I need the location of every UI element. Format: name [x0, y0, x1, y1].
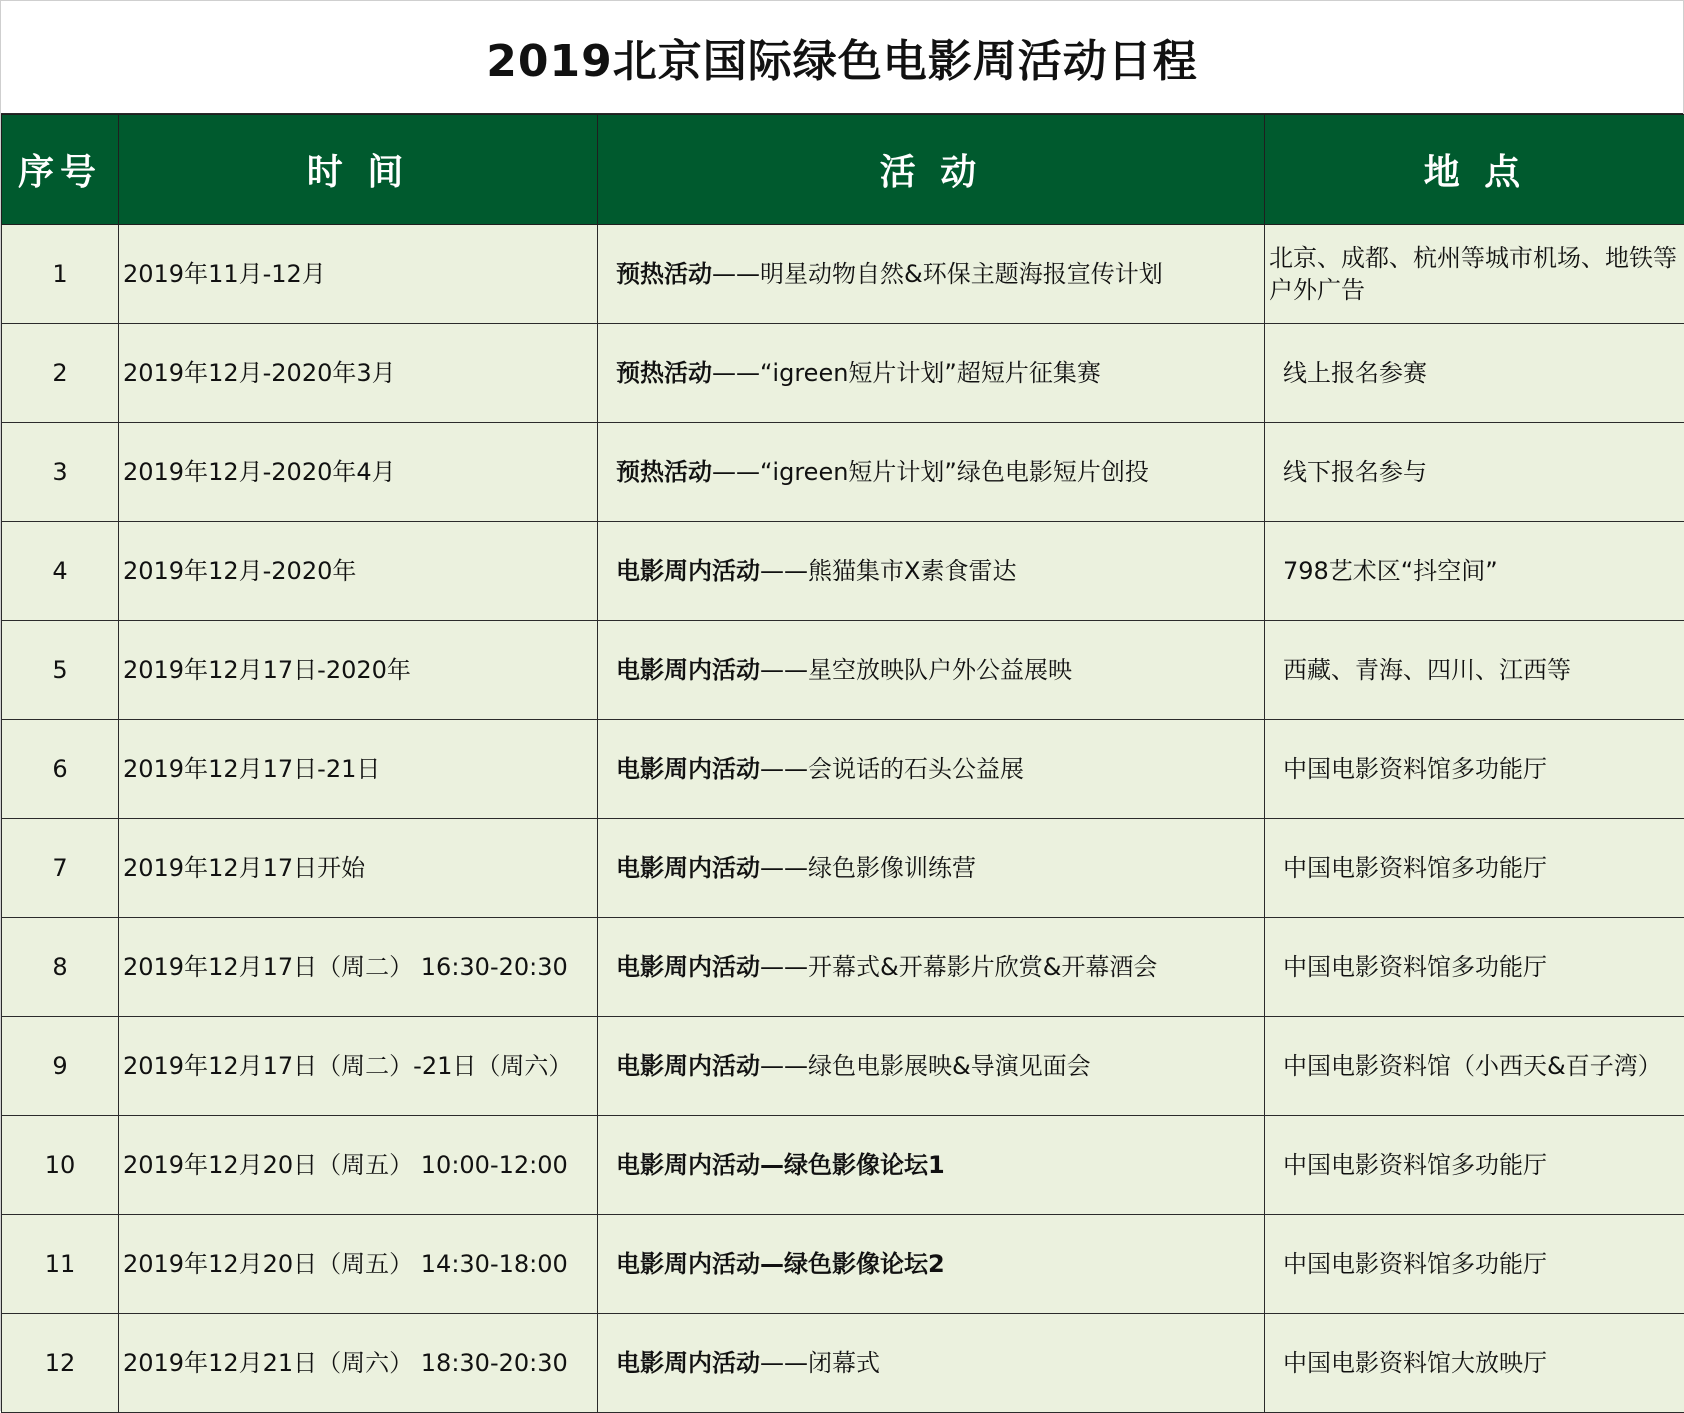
activity-detail: ——熊猫集市X素食雷达 — [760, 557, 1016, 585]
cell-time[interactable]: 2019年12月17日开始 — [119, 819, 598, 918]
cell-time[interactable]: 2019年12月-2020年 — [119, 522, 598, 621]
cell-activity[interactable] — [598, 1116, 1265, 1215]
activity-prefix: 电影周内活动 — [616, 1250, 760, 1278]
cell-time[interactable]: 2019年12月-2020年3月 — [119, 324, 598, 423]
activity-detail: —绿色影像论坛1 — [760, 1151, 945, 1179]
cell-time[interactable]: 2019年12月21日（周六） 18:30-20:30 — [119, 1314, 598, 1413]
schedule-table — [1, 114, 1684, 1413]
cell-time[interactable]: 2019年12月20日（周五） 14:30-18:00 — [119, 1215, 598, 1314]
cell-time[interactable]: 2019年12月17日-21日 — [119, 720, 598, 819]
activity-prefix: 电影周内活动 — [616, 755, 760, 783]
cell-activity[interactable] — [598, 324, 1265, 423]
table-row — [2, 621, 1684, 720]
cell-location[interactable]: 中国电影资料馆多功能厅 — [1265, 1215, 1684, 1314]
cell-num[interactable]: 11 — [2, 1215, 119, 1314]
table-row — [2, 720, 1684, 819]
activity-detail: ——明星动物自然&环保主题海报宣传计划 — [712, 260, 1163, 288]
cell-time[interactable]: 2019年12月-2020年4月 — [119, 423, 598, 522]
table-row — [2, 1017, 1684, 1116]
table-row — [2, 423, 1684, 522]
cell-activity[interactable] — [598, 819, 1265, 918]
cell-location[interactable]: 中国电影资料馆（小西天&百子湾） — [1265, 1017, 1684, 1116]
activity-detail: ——星空放映队户外公益展映 — [760, 656, 1072, 684]
cell-num[interactable]: 8 — [2, 918, 119, 1017]
activity-prefix: 电影周内活动 — [616, 656, 760, 684]
table-row — [2, 819, 1684, 918]
activity-prefix: 电影周内活动 — [616, 1349, 760, 1377]
cell-activity[interactable] — [598, 621, 1265, 720]
cell-location[interactable]: 798艺术区“抖空间” — [1265, 522, 1684, 621]
cell-activity[interactable] — [598, 522, 1265, 621]
cell-location[interactable]: 中国电影资料馆多功能厅 — [1265, 819, 1684, 918]
header-activity[interactable]: 活 动 — [598, 115, 1265, 225]
cell-location[interactable]: 北京、成都、杭州等城市机场、地铁等户外广告 — [1265, 225, 1684, 324]
table-row — [2, 522, 1684, 621]
cell-time[interactable]: 2019年12月20日（周五） 10:00-12:00 — [119, 1116, 598, 1215]
activity-prefix: 预热活动 — [616, 458, 712, 486]
activity-detail: ——绿色影像训练营 — [760, 854, 976, 882]
activity-prefix: 电影周内活动 — [616, 1151, 760, 1179]
cell-time[interactable]: 2019年12月17日（周二）-21日（周六） — [119, 1017, 598, 1116]
cell-num[interactable]: 6 — [2, 720, 119, 819]
cell-activity[interactable] — [598, 423, 1265, 522]
activity-detail: ——会说话的石头公益展 — [760, 755, 1024, 783]
cell-activity[interactable] — [598, 1215, 1265, 1314]
cell-num[interactable]: 1 — [2, 225, 119, 324]
table-row — [2, 918, 1684, 1017]
cell-time[interactable]: 2019年12月17日（周二） 16:30-20:30 — [119, 918, 598, 1017]
cell-location[interactable]: 线下报名参与 — [1265, 423, 1684, 522]
table-row — [2, 1314, 1684, 1413]
cell-location[interactable]: 西藏、青海、四川、江西等 — [1265, 621, 1684, 720]
cell-num[interactable]: 7 — [2, 819, 119, 918]
cell-num[interactable]: 4 — [2, 522, 119, 621]
activity-prefix: 电影周内活动 — [616, 1052, 760, 1080]
table-row — [2, 1116, 1684, 1215]
cell-location[interactable]: 线上报名参赛 — [1265, 324, 1684, 423]
activity-prefix: 电影周内活动 — [616, 854, 760, 882]
cell-activity[interactable] — [598, 1314, 1265, 1413]
table-row — [2, 225, 1684, 324]
activity-prefix: 电影周内活动 — [616, 953, 760, 981]
cell-location[interactable]: 中国电影资料馆大放映厅 — [1265, 1314, 1684, 1413]
activity-detail: ——“igreen短片计划”绿色电影短片创投 — [712, 458, 1149, 486]
cell-num[interactable]: 5 — [2, 621, 119, 720]
cell-num[interactable]: 2 — [2, 324, 119, 423]
table-row — [2, 324, 1684, 423]
activity-detail: ——“igreen短片计划”超短片征集赛 — [712, 359, 1101, 387]
sheet-title: 2019北京国际绿色电影周活动日程 — [1, 1, 1683, 114]
cell-location[interactable]: 中国电影资料馆多功能厅 — [1265, 1116, 1684, 1215]
cell-activity[interactable] — [598, 225, 1265, 324]
cell-activity[interactable] — [598, 918, 1265, 1017]
cell-activity[interactable] — [598, 1017, 1265, 1116]
cell-num[interactable]: 12 — [2, 1314, 119, 1413]
cell-num[interactable]: 9 — [2, 1017, 119, 1116]
activity-prefix: 电影周内活动 — [616, 557, 760, 585]
header-time[interactable]: 时 间 — [119, 115, 598, 225]
header-num[interactable]: 序号 — [2, 115, 119, 225]
activity-detail: —绿色影像论坛2 — [760, 1250, 945, 1278]
cell-time[interactable]: 2019年11月-12月 — [119, 225, 598, 324]
header-row — [2, 115, 1684, 225]
activity-detail: ——闭幕式 — [760, 1349, 880, 1377]
cell-num[interactable]: 10 — [2, 1116, 119, 1215]
activity-prefix: 预热活动 — [616, 359, 712, 387]
cell-num[interactable]: 3 — [2, 423, 119, 522]
cell-location[interactable]: 中国电影资料馆多功能厅 — [1265, 720, 1684, 819]
activity-detail: ——开幕式&开幕影片欣赏&开幕酒会 — [760, 953, 1157, 981]
cell-time[interactable]: 2019年12月17日-2020年 — [119, 621, 598, 720]
cell-location[interactable]: 中国电影资料馆多功能厅 — [1265, 918, 1684, 1017]
cell-activity[interactable] — [598, 720, 1265, 819]
table-row — [2, 1215, 1684, 1314]
activity-prefix: 预热活动 — [616, 260, 712, 288]
header-location[interactable]: 地 点 — [1265, 115, 1684, 225]
activity-detail: ——绿色电影展映&导演见面会 — [760, 1052, 1091, 1080]
